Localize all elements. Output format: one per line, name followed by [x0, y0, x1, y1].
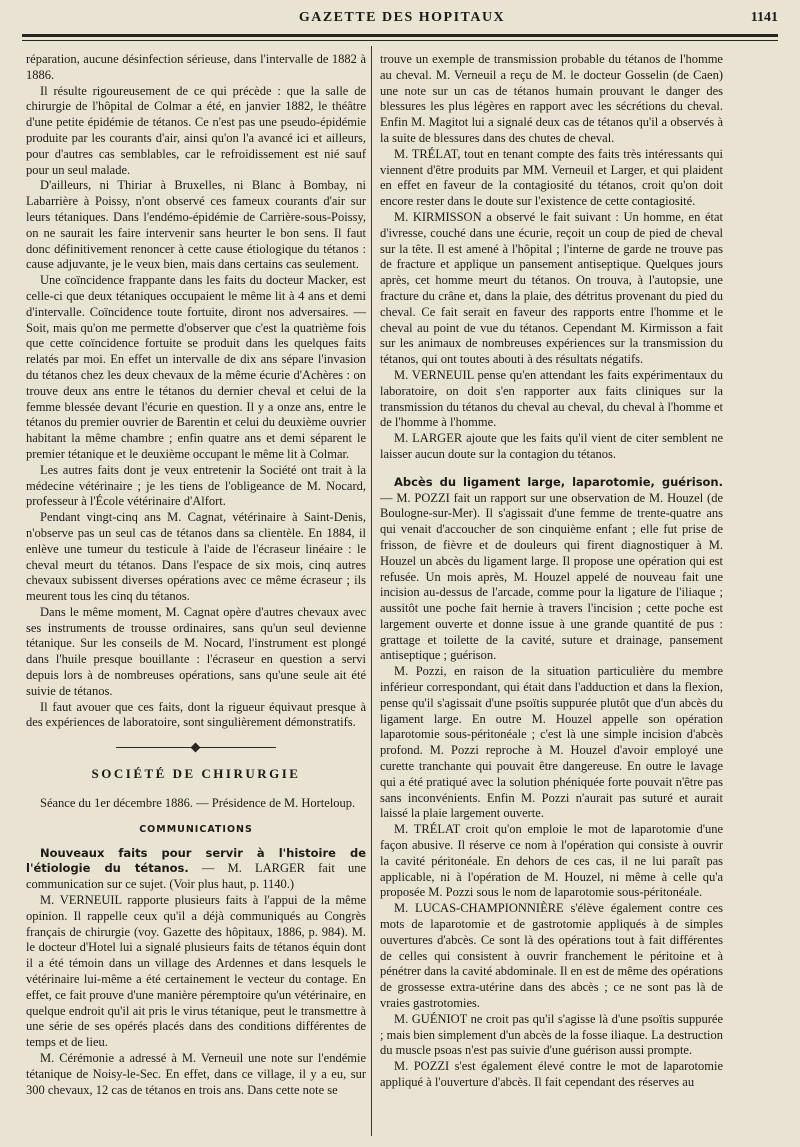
paragraph: M. Cérémonie a adressé à M. Verneuil une note sur l'endémie tétanique de Noisy-le-Sec. En effet, dans ce village, il y a eu, sur 300 chevaux, 12 cas de tétanos en trois ans. Dans cette note se [26, 1051, 366, 1097]
section-ornament [116, 743, 276, 752]
paragraph: Une coïncidence frappante dans les faits du docteur Macker, est celle-ci que deux tétaniques occupaient le même lit à 4 ans et demi d'intervalle. Coïncidence toute fortuite, diront nos adversaires. — Soit, mais qu'on me permette d'observer que c'est la quatrième fois que cette coïncidence fortuite se produit dans les quelques faits relatés par moi. En effet un intervalle de dix ans sépare l'invasion du tétanos chez les deux chevaux de la même écurie d'Achères : on trouve deux ans entre le tétanos du dernier cheval et celui de la femme blessée devant l'écurie en question. Il y a onze ans, entre le tétanos du premier ouvrier de Barentin et celui du deuxième ouvrier habitant la même chambre ; enfin quatre ans et demi séparent le premier tétanique et le deuxième occupant le même lit à Colmar. [26, 273, 366, 461]
paragraph: M. TRÉLAT, tout en tenant compte des faits très intéressants qui viennent d'être produits par MM. Verneuil et Larger, et qui plaident en effet en faveur de la contagiosité du tétanos, croit qu'on doit encore rester dans le doute sur l'existence de cette contagiosité. [380, 146, 723, 209]
paragraph: M. VERNEUIL pense qu'en attendant les faits expérimentaux du laboratoire, on doit s'en rapporter aux faits cliniques sur la transmission du tétanos du cheval au cheval, du cheval à l'homme et de l'homme à l'homme. [380, 367, 723, 430]
paragraph: M. TRÉLAT croit qu'on emploie le mot de laparotomie d'une façon abusive. Il réserve ce nom à l'opération qui consiste à ouvrir la cavité péritonéale. En dehors de ces cas, il ne lui paraît pas applicable, ni à l'opération de M. Houzel, ni même à celle qu'a proposée M. Pozzi sous le nom de laparotomie sous-péritonéale. [380, 822, 723, 900]
paragraph: M. LUCAS-CHAMPIONNIÈRE s'élève également contre ces mots de laparotomie et de gastrotomie appliqués à de simples ouvertures d'abcès. Ce sont là des opérations tout à fait différentes de celles qui consistent à ouvrir franchement le péritoine et à pénétrer dans la cavité abdominale. Il en est de même des opérations de grossesse extra-utérine dans des abcès ; ce ne sont pas là de vraies gastrotomies. [380, 901, 723, 1011]
paragraph: M. VERNEUIL rapporte plusieurs faits à l'appui de la même opinion. Il rappelle ceux qu'il a déjà communiqués au Congrès français de chirurgie (voy. Gazette des hôpitaux, 1886, p. 984). M. le docteur d'Hotel lui a signalé plusieurs faits de tétanos équin dont il a été témoin dans un village des Ardennes et dans lesquels le vétérinaire lui-même a été certainement le vecteur du contage. En effet, ce fait prouve d'une manière péremptoire qu'un vétérinaire, en quelque endroit qu'il ait pris le virus tétanique, peut le transmettre à une série de ses opérés placés dans des conditions différentes de temps et de lieu. [26, 893, 366, 1050]
left-column [26, 52, 366, 1098]
ornament-diamond-icon [191, 743, 201, 753]
running-title: GAZETTE DES HOPITAUX [298, 10, 506, 25]
paragraph: trouve un exemple de transmission probable du tétanos de l'homme au cheval. M. Verneuil a reçu de M. le docteur Gosselin (de Caen) une note sur un cas de tétanos humain prouvant le danger des blessures les plus légères en rapport avec les sécrétions du cheval. Enfin M. Magitot lui a signalé deux cas de tétanos qu'il a observés à la suite de blessures dans des chutes de cheval. [380, 52, 723, 145]
paragraph: Les autres faits dont je veux entretenir la Société ont trait à la médecine vétérinaire ; je les tiens de l'obligeance de M. Nocard, professeur à l'École vétérinaire d'Alfort. [26, 462, 366, 509]
paragraph: Il faut avouer que ces faits, dont la rigueur équivaut presque à des expériences de laboratoire, sont singulièrement démonstratifs. [26, 699, 366, 730]
section-title: SOCIÉTÉ DE CHIRURGIE [91, 766, 301, 782]
article-title: Abcès du ligament large, laparotomie, guérison. [394, 474, 723, 489]
paragraph: Pendant vingt-cinq ans M. Cagnat, vétérinaire à Saint-Denis, n'observe pas un seul cas de tétanos dans sa clientèle. En 1884, il enlève une tumeur du testicule à l'aide de l'écraseur linéaire : le cheval meurt du tétanos. Dans l'espace de six mois, cinq autres chevaux subissent diverses opérations avec ce même écraseur ; ils meurent tous les cinq du tétanos. [26, 510, 366, 604]
paragraph: D'ailleurs, ni Thiriar à Bruxelles, ni Blanc à Bombay, ni Labarrière à Poissy, n'ont observé ces fameux courants d'air sur leurs tétaniques. Dans l'endémo-épidémie de Carrière-sous-Poissy, on ne saurait les faire intervenir sans heurter le bon sens. Il faut donc définitivement renoncer à cette cause étiologique du tétanos : cause adjuvante, je le veux bien, mais dans certains cas seulement. [26, 178, 366, 272]
article-intro [380, 475, 723, 665]
page-number: 1141 [750, 10, 778, 25]
header-rule-thin [22, 40, 778, 41]
right-column [380, 52, 723, 1091]
spacer [380, 463, 723, 475]
paragraph: M. GUÉNIOT ne croit pas qu'il s'agisse là d'une psoïtis suppurée ; mais bien simplement d'un abcès de la fosse iliaque. La destruction du muscle psoas n'est pas suivie d'une guérison aussi prompte. [380, 1011, 723, 1058]
column-divider [371, 46, 372, 1136]
paragraph: M. LARGER ajoute que les faits qu'il vient de citer semblent ne laisser aucun doute sur la contagion du tétanos. [380, 431, 723, 461]
paragraph: M. KIRMISSON a observé le fait suivant : Un homme, en état d'ivresse, couché dans une écurie, reçoit un coup de pied de cheval sur la tête. Il est amené à l'hôpital ; l'interne de garde ne trouve pas de fracture et applique un pansement antiseptique. Quelques jours après, cet homme meurt du tétanos. On trouva, à l'autopsie, une fracture du crâne et, dans la plaie, des détritus provenant du pied du cheval. Ce fait serait en faveur des rapports entre l'homme et le cheval au point de vue du tétanos. Cependant M. Kirmisson a fait sur les animaux de nombreuses expériences sur la transmission du tétanos, qui ont toutes abouti à des résultats négatifs. [380, 209, 723, 367]
header-rule-thick [22, 34, 778, 37]
page-header [22, 8, 782, 30]
session-line: Séance du 1er décembre 1886. — Présidence de M. Horteloup. [40, 796, 356, 811]
paragraph: réparation, aucune désinfection sérieuse, dans l'intervalle de 1882 à 1886. [26, 52, 366, 82]
article-intro [26, 846, 366, 893]
paragraph: Dans le même moment, M. Cagnat opère d'autres chevaux avec ses instruments de trousse ordinaires, sans qu'un seul devienne tétanique. Sur les conseils de M. Nocard, l'instrument est plongé dans l'huile presque bouillante : l'écraseur en question a servi depuis lors à de nombreuses opérations, sans qu'une seule ait été suivie de tétanos. [26, 604, 366, 698]
article-lead: — M. LARGER fait une communication sur ce sujet. (Voir plus haut, p. 1140.) [26, 861, 366, 892]
article-lead: — M. POZZI fait un rapport sur une observation de M. Houzel (de Boulogne-sur-Mer). Il s'agissait d'une femme de trente-quatre ans qui venait d'accoucher de son cinquième enfant ; elle fut prise de frisson, de fièvre et de douleurs qui firent diagnostiquer à M. Houzel un abcès du ligament large. Il propose une opération qui est refusée. Un mois après, M. Houzel appelé de nouveau fait une incision au-dessus de l'arcade, comme pour la ligature de l'iliaque ; aussitôt une poche fait hernie à travers l'incision ; cette poche est largement ouverte et donne issue à une grande quantité de pus : grattage et toilette de la cavité, suture et drainage, pansement antiseptique ; guérison. [380, 490, 723, 663]
paragraph: Il résulte rigoureusement de ce qui précède : que la salle de chirurgie de l'hôpital de Colmar a été, en janvier 1882, le théâtre d'une petite épidémie de tétanos. Ce n'est pas une pseudo-épidémie produite par les courants d'air, ainsi qu'on l'a avancé ici et ailleurs, pour d'autres cas semblables, car le refroidissement est nié sauf pour un seul malade. [26, 83, 366, 177]
paragraph: M. Pozzi, en raison de la situation particulière du membre inférieur correspondant, qui était dans l'adduction et dans la flexion, pense qu'il s'agissait d'une psoïtis suppurée plutôt que d'un abcès du ligament large. En outre M. Houzel appelle son opération laparotomie sous-péritonéale ; c'est là une simple incision d'abcès profond. M. Pozzi reproche à M. Houzel d'avoir employé une curette tranchante qui pouvait être dangereuse. En outre le lavage qui a été pratiqué avec la solution phéniquée forte pouvait n'être pas sans inconvénients. Enfin M. Pozzi n'aurait pas suturé et aurait laissé la plaie largement ouverte. [380, 664, 723, 821]
paragraph: M. POZZI s'est également élevé contre le mot de laparotomie appliqué à l'ouverture d'abcès. Il fait cependant des réserves au [380, 1059, 723, 1089]
communications-heading: COMMUNICATIONS [139, 823, 253, 835]
article-title: Nouveaux faits pour servir à l'histoire de l'étiologie du tétanos. [26, 845, 366, 876]
